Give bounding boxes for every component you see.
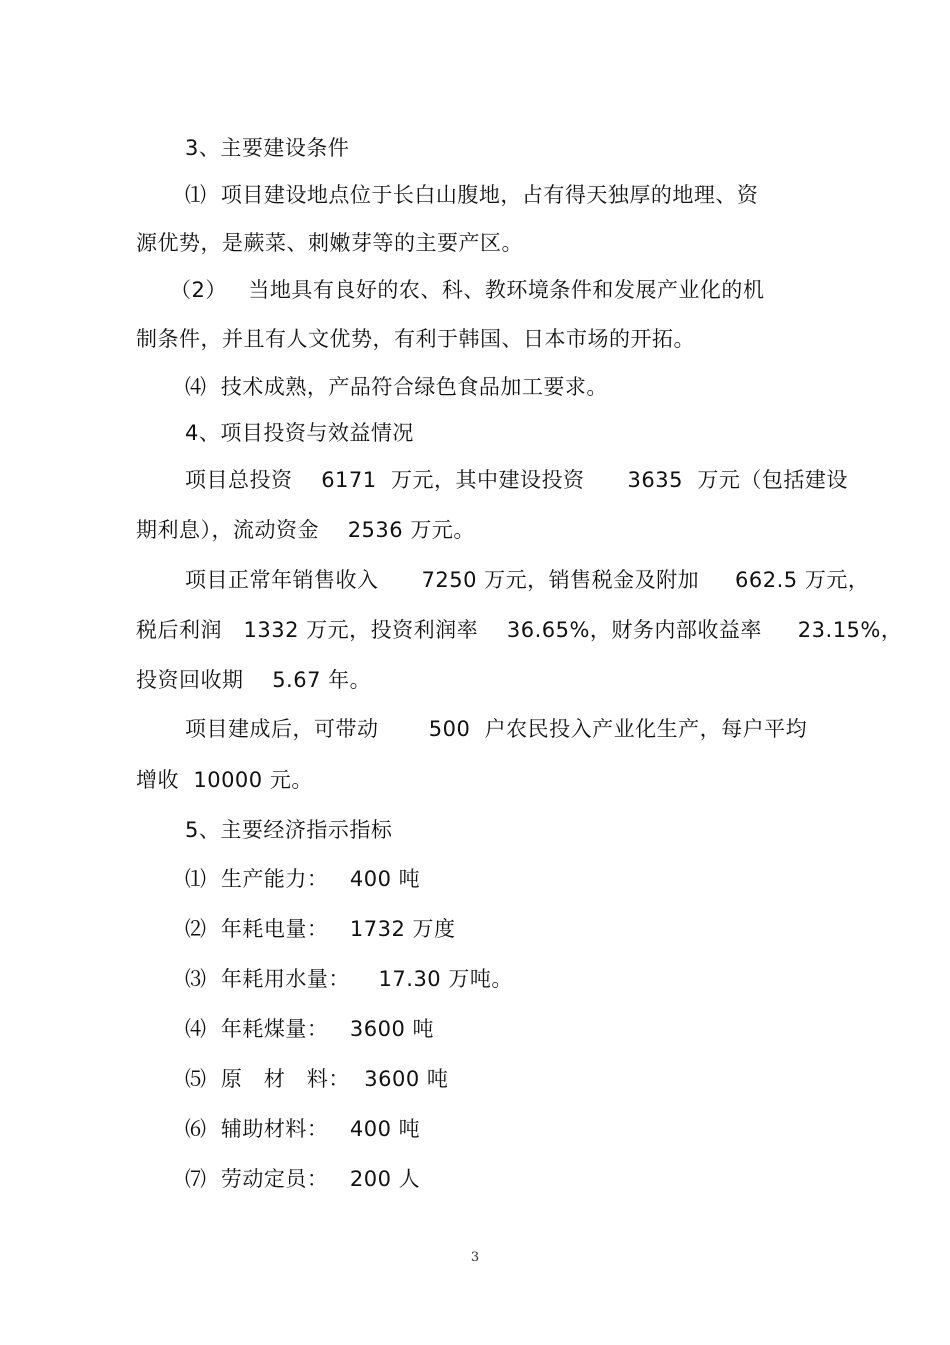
section-3-heading: 3、主要建设条件 xyxy=(185,136,350,160)
revenue-line-3: 投资回收期 5.67 年。 xyxy=(136,668,372,692)
farmer-income-line-1: 项目建成后，可带动 500 户农民投入产业化生产，每户平均 xyxy=(185,717,808,741)
indicator-auxiliary-materials: ⑹ 辅助材料： 400 吨 xyxy=(185,1117,421,1141)
condition-2-line-2: 制条件，并且有人文优势，有利于韩国、日本市场的开拓。 xyxy=(136,327,695,351)
indicator-production-capacity: ⑴ 生产能力： 400 吨 xyxy=(185,867,421,891)
condition-2-line-1: （2） 当地具有良好的农、科、教环境条件和发展产业化的机 xyxy=(170,278,765,302)
indicator-coal: ⑷ 年耗煤量： 3600 吨 xyxy=(185,1017,434,1041)
investment-line-1: 项目总投资 6171 万元，其中建设投资 3635 万元（包括建设 xyxy=(185,468,848,492)
revenue-line-1: 项目正常年销售收入 7250 万元，销售税金及附加 662.5 万元， xyxy=(185,568,870,592)
condition-1-line-2: 源优势，是蕨菜、刺嫩芽等的主要产区。 xyxy=(136,231,523,255)
condition-1-line-1: ⑴ 项目建设地点位于长白山腹地，占有得天独厚的地理、资 xyxy=(185,183,759,207)
farmer-income-line-2: 增收 10000 元。 xyxy=(136,768,313,792)
indicator-electricity: ⑵ 年耗电量： 1732 万度 xyxy=(185,917,456,941)
indicator-raw-materials: ⑸ 原 材 料： 3600 吨 xyxy=(185,1067,449,1091)
condition-4-line: ⑷ 技术成熟，产品符合绿色食品加工要求。 xyxy=(185,375,608,399)
revenue-line-2: 税后利润 1332 万元，投资利润率 36.65%，财务内部收益率 23.15%， xyxy=(136,618,903,642)
section-4-heading: 4、项目投资与效益情况 xyxy=(185,421,414,445)
investment-line-2: 期利息），流动资金 2536 万元。 xyxy=(136,518,475,542)
indicator-water: ⑶ 年耗用水量： 17.30 万吨。 xyxy=(185,967,513,991)
indicator-labor: ⑺ 劳动定员： 200 人 xyxy=(185,1167,421,1191)
section-5-heading: 5、主要经济指示指标 xyxy=(185,818,393,842)
page-number: 3 xyxy=(470,1250,480,1265)
